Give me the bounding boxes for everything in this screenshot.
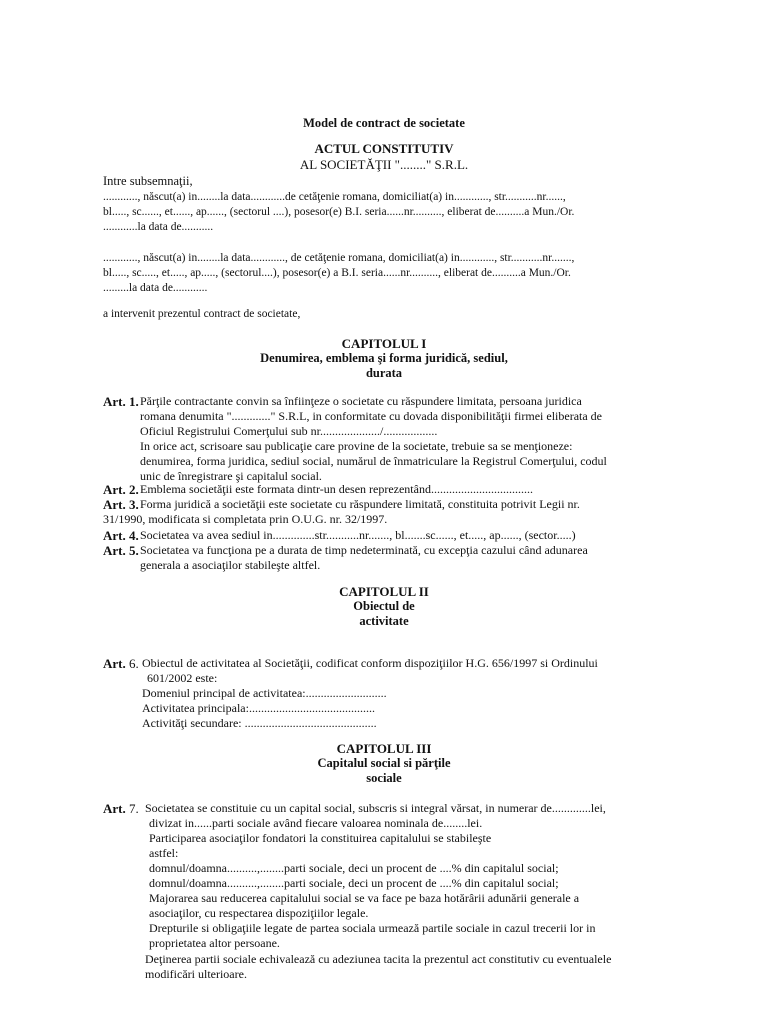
chapter3-title: CAPITOLUL III (336, 741, 432, 756)
art5-label: Art. 5. (103, 543, 139, 558)
chapter1-subtitle-2: durata (365, 366, 403, 380)
art1-line1: Părţile contractante convin sa înfiinţeze o societate cu răspundere limitata, persoana juridica (140, 394, 582, 408)
art7-line2: divizat in......parti sociale având fiecare valoarea nominala de........lei. (149, 816, 483, 830)
model-title: Model de contract de societate (303, 116, 465, 130)
art1-line3: Oficiul Registrului Comerţului sub nr..................../.................. (140, 424, 438, 438)
art7-line1: Societatea se constituie cu un capital social, subscris si integral vărsat, in numerar de.............lei, (145, 801, 606, 815)
art2-label: Art. 2. (103, 482, 139, 497)
intervenit-line: a intervenit prezentul contract de societate, (103, 308, 301, 320)
chapter3-subtitle-1: Capitalul social si părţile (317, 756, 451, 770)
art7-line10: proprietatea altor persoane. (149, 936, 280, 950)
party1-line3: ............la data de........... (103, 221, 214, 233)
art3-label: Art. 3. (103, 497, 139, 512)
art7-line7: Majorarea sau reducerea capitalului social se va face pe baza hotărârii adunării generale a (149, 891, 580, 905)
art5-line2: generala a asociaţilor stabileşte altfel. (140, 558, 321, 572)
art6-line2: 601/2002 este: (147, 671, 218, 685)
art2-text: Emblema societăţii este formata dintr-un desen reprezentând.................................. (140, 482, 533, 496)
chapter2-subtitle-2: activitate (359, 614, 409, 628)
art6-line5: Activităţi secundare: ............................................ (142, 716, 377, 730)
art1-line4: In orice act, scrisoare sau publicaţie care provine de la societate, trebuie sa se menţioneze: (140, 439, 573, 453)
art7-line11: Deţinerea partii sociale echivalează cu adeziunea tacita la prezentul act constitutiv cu eventualele (145, 952, 612, 966)
art7-line9: Drepturile si obligaţiile legate de partea sociala urmează partile sociale in cazul trecerii lor in (149, 921, 596, 935)
art1-label: Art. 1. (103, 394, 139, 409)
art7-line8: asociaţilor, cu respectarea dispoziţiilor legale. (149, 906, 369, 920)
art3-line2: 31/1990, modificata si completata prin O.U.G. nr. 32/1997. (103, 512, 388, 526)
art6-label: Art. (103, 656, 126, 671)
art6-line1: Obiectul de activitatea al Societăţii, codificat conform dispoziţiilor H.G. 656/1997 si Ordinului (142, 656, 598, 670)
chapter2-subtitle-1: Obiectul de (353, 599, 415, 613)
art7-line4: astfel: (149, 846, 179, 860)
art7-line12: modificări ulterioare. (145, 967, 247, 981)
chapter2-title: CAPITOLUL II (339, 584, 429, 599)
party2-line3: .........la data de............ (103, 282, 208, 294)
art6-label-wrap (103, 656, 139, 671)
art5-line1: Societatea va funcţiona pe a durata de timp nedeterminată, cu excepţia cazului când adunarea (140, 543, 588, 557)
art7-num: 7. (129, 801, 139, 816)
act-subtitle: AL SOCIETĂŢII "........" S.R.L. (299, 157, 469, 172)
chapter1-title: CAPITOLUL I (341, 336, 427, 351)
intro-line: Intre subsemnaţii, (103, 174, 193, 188)
party1-line2: bl....., sc......, et......, ap......, (sectorul ....), posesor(e) B.I. seria......nr.........., eliberat de..........a Mun./Or. (103, 206, 575, 218)
art6-line4: Activitatea principala:.......................................... (142, 701, 375, 715)
art4-text: Societatea va avea sediul in..............str...........nr......., bl.......sc......, et....., ap......, (sector.....) (140, 528, 576, 542)
art7-line6: domnul/doamna..........,........parti sociale, deci un procent de ....% din capitalul social; (149, 876, 559, 890)
art3-line1: Forma juridică a societăţii este societate cu răspundere limitată, constituita potrivit Legii nr. (140, 497, 580, 511)
art6-line3: Domeniul principal de activitatea:........................... (142, 686, 387, 700)
art7-line5: domnul/doamna..........,........parti sociale, deci un procent de ....% din capitalul social; (149, 861, 559, 875)
art1-line6: unic de înregistrare şi capitalul social. (140, 469, 322, 483)
art7-line3: Participarea asociaţilor fondatori la constituirea capitalului se stabileşte (149, 831, 492, 845)
party2-line2: bl....., sc....., et....., ap....., (sectorul....), posesor(e) a B.I. seria......nr.........., eliberat de..........a Mun./Or. (103, 267, 571, 279)
party2-line1: ............, născut(a) in........la data............, de cetăţenie romana, domiciliat(a) in............, str...........nr......., (103, 252, 575, 264)
act-title: ACTUL CONSTITUTIV (314, 141, 454, 156)
chapter1-subtitle-1: Denumirea, emblema şi forma juridică, sediul, (260, 351, 508, 365)
art1-line5: denumirea, forma juridica, sediul social, numărul de înmatriculare la Registrul Comerţului, codul (140, 454, 607, 468)
chapter3-subtitle-2: sociale (366, 771, 402, 785)
art7-label-wrap (103, 801, 139, 816)
party1-line1: ............, născut(a) in........la data............de cetăţenie romana, domiciliat(a) in............, str...........nr......, (103, 191, 566, 203)
art4-label: Art. 4. (103, 528, 139, 543)
art6-num: 6. (129, 656, 139, 671)
art1-line2: romana denumita "............." S.R.L, in conformitate cu dovada disponibilităţii firmei eliberata de (140, 409, 603, 423)
art7-label: Art. (103, 801, 126, 816)
